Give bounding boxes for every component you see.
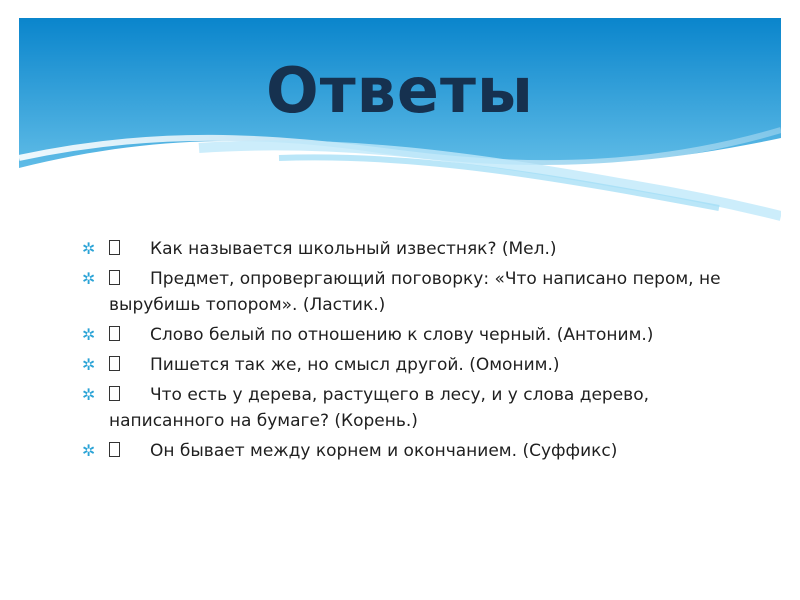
item-text: Он бывает между корнем и окончанием. (Суффикс)	[150, 441, 618, 461]
list-item	[82, 352, 722, 378]
star-icon: ✲	[82, 385, 96, 404]
list-item	[82, 322, 722, 348]
item-text: Слово белый по отношению к слову черный. (Антоним.)	[150, 325, 654, 345]
item-text: Пишется так же, но смысл другой. (Омоним.)	[150, 355, 560, 375]
list-item	[82, 266, 722, 318]
item-text: Как называется школьный известняк? (Мел.)	[150, 239, 557, 259]
star-icon: ✲	[82, 239, 96, 258]
list-item	[82, 382, 722, 434]
star-icon: ✲	[82, 441, 96, 460]
star-icon: ✲	[82, 269, 96, 288]
star-icon: ✲	[82, 325, 96, 344]
header-wave-banner	[19, 18, 781, 223]
checkbox-glyph-icon	[109, 240, 120, 255]
item-text: Предмет, опровергающий поговорку: «Что написано пером, не вырубишь топором». (Ластик.)	[109, 269, 721, 315]
page-title: Ответы	[266, 54, 534, 127]
checkbox-glyph-icon	[109, 442, 120, 457]
item-text: Что есть у дерева, растущего в лесу, и у слова дерево, написанного на бумаге? (Корень.)	[109, 385, 650, 431]
checkbox-glyph-icon	[109, 270, 120, 285]
checkbox-glyph-icon	[109, 356, 120, 371]
star-icon: ✲	[82, 355, 96, 374]
list-item	[82, 236, 722, 262]
answers-list	[82, 236, 722, 468]
list-item	[82, 438, 722, 464]
slide	[19, 18, 781, 582]
checkbox-glyph-icon	[109, 326, 120, 341]
checkbox-glyph-icon	[109, 386, 120, 401]
